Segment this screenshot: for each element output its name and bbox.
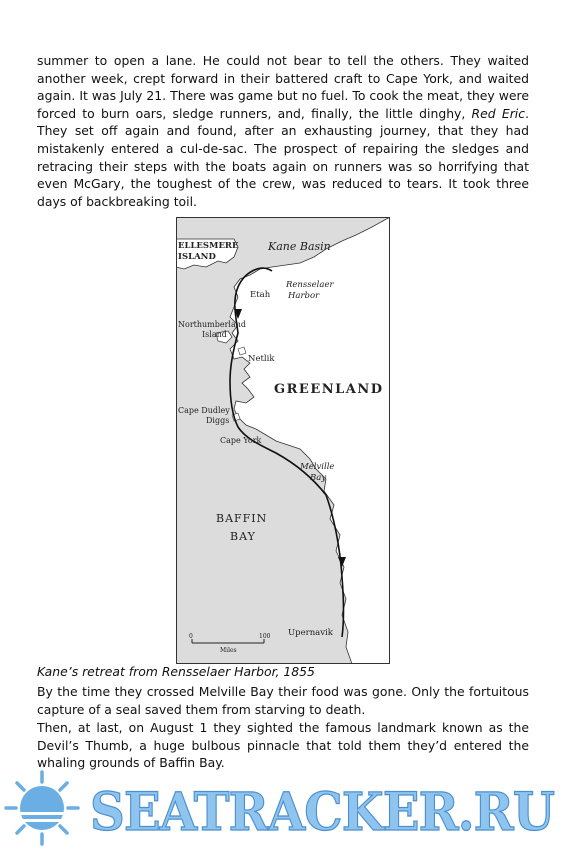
label-melville-1: Melville xyxy=(300,462,335,472)
scale-end: 100 xyxy=(259,633,271,640)
body-paragraph-2: By the time they crossed Melville Bay their food was gone. Only the fortuitous capture of a seal saved them from starving to death. xyxy=(37,684,529,717)
label-upernavik: Upernavik xyxy=(288,628,333,638)
label-rensselaer-1: Rensselaer xyxy=(286,280,334,290)
label-cape-york: Cape York xyxy=(220,436,262,445)
label-northumberland-2: Island xyxy=(202,330,227,339)
label-cape-dudley-1: Cape Dudley xyxy=(178,406,230,415)
body-paragraph-1 xyxy=(37,52,529,210)
sun-logo-icon xyxy=(6,772,78,844)
figure-caption: Kane’s retreat from Rensselaer Harbor, 1855 xyxy=(37,664,315,679)
scale-start: 0 xyxy=(189,633,193,640)
label-kane-basin: Kane Basin xyxy=(268,240,331,253)
label-cape-dudley-2: Diggs xyxy=(206,416,230,425)
paragraph-1-text-a: summer to open a lane. He could not bear to tell the others. They waited another week, crept forward in their battered craft to Cape York, and waited again. It was July 21. There was game but no fuel. To cook the meat, they were forced to burn oars, sledge runners, and, finally, the little dinghy, xyxy=(37,53,529,121)
paragraph-1-text-b: . They set off again and found, after an exhausting journey, that they had mistakenly entered a cul-de-sac. The prospect of repairing the sledges and retracing their steps with the boats again on runners was so horrifying that even McGary, the toughest of the crew, was reduced to tears. It took three days of backbreaking toil. xyxy=(37,105,530,209)
scale-unit: Miles xyxy=(220,647,237,654)
watermark-text: SEATRACKER.RU xyxy=(90,782,555,843)
label-greenland: GREENLAND xyxy=(274,382,384,397)
label-northumberland-1: Northumberland xyxy=(178,320,247,329)
label-rensselaer-2: Harbor xyxy=(288,291,320,301)
label-bay: BAY xyxy=(230,530,256,543)
watermark xyxy=(0,768,566,850)
label-melville-2: Bay xyxy=(310,473,327,483)
label-netlik: Netlik xyxy=(248,354,275,364)
route-map xyxy=(176,217,390,664)
label-ellesmere-1: ELLESMERE xyxy=(178,241,239,251)
boat-name-italic: Red Eric xyxy=(471,105,526,121)
label-baffin: BAFFIN xyxy=(216,512,268,525)
label-etah: Etah xyxy=(250,290,271,300)
label-ellesmere-2: ISLAND xyxy=(178,252,216,262)
body-paragraph-3: Then, at last, on August 1 they sighted the famous landmark known as the Devil’s Thumb, a huge bulbous pinnacle that told them they’d entered the whaling grounds of Baffin Bay. xyxy=(37,720,529,771)
